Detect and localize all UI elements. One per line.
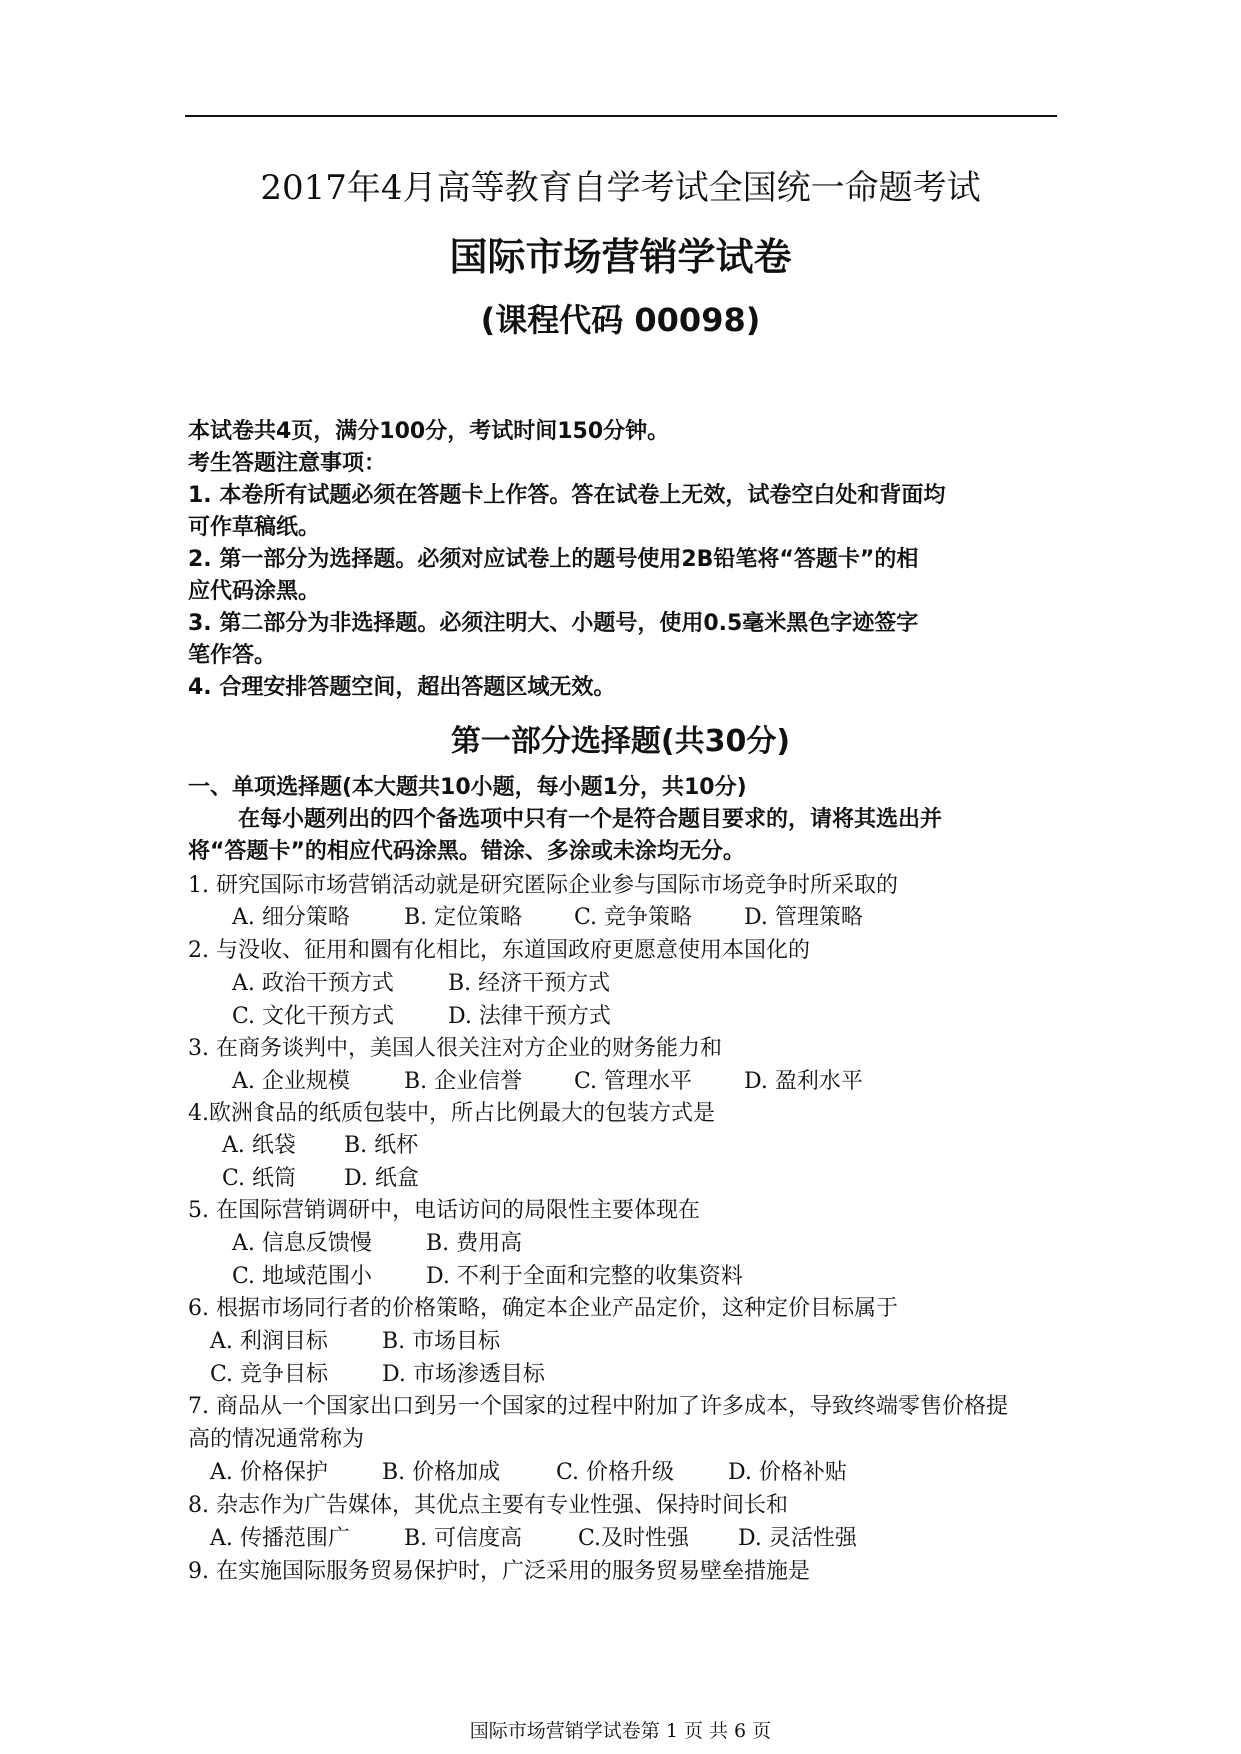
option-c: C. 地域范围小 bbox=[232, 1264, 373, 1289]
option-c: C. 文化干预方式 bbox=[232, 1004, 395, 1029]
option-d: D. 法律干预方式 bbox=[448, 1004, 611, 1029]
option-b: B. 定位策略 bbox=[404, 905, 523, 930]
option-b: B. 经济干预方式 bbox=[448, 971, 611, 996]
section-instruction-line-2: 将“答题卡”的相应代码涂黑。错涂、多涂或未涂均无分。 bbox=[188, 839, 745, 864]
option-a: A. 利润目标 bbox=[210, 1329, 328, 1354]
option-a: A. 企业规模 bbox=[232, 1069, 350, 1094]
option-d: D. 灵活性强 bbox=[738, 1526, 857, 1551]
note-1-line-2: 可作草稿纸。 bbox=[188, 515, 321, 540]
note-2-line-1: 2. 第一部分为选择题。必须对应试卷上的题号使用2B铅笔将“答题卡”的相 bbox=[188, 547, 919, 572]
header-rule bbox=[185, 115, 1057, 117]
option-d: D. 不利于全面和完整的收集资料 bbox=[426, 1264, 743, 1289]
option-a: A. 价格保护 bbox=[210, 1460, 328, 1485]
option-d: D. 管理策略 bbox=[744, 905, 863, 930]
notice-title: 考生答题注意事项： bbox=[188, 451, 387, 476]
option-d: D. 盈利水平 bbox=[744, 1069, 863, 1094]
option-b: B. 费用高 bbox=[426, 1231, 523, 1256]
note-3-line-1: 3. 第二部分为非选择题。必须注明大、小题号，使用0.5毫米黑色字迹签字 bbox=[188, 611, 919, 636]
page-footer: 国际市场营销学试卷第 1 页 共 6 页 bbox=[469, 1720, 772, 1742]
option-a: A. 政治干预方式 bbox=[232, 971, 394, 996]
part1-title: 第一部分选择题(共30分) bbox=[450, 724, 791, 759]
note-1-line-1: 1. 本卷所有试题必须在答题卡上作答。答在试卷上无效，试卷空白处和背面均 bbox=[188, 483, 946, 508]
exam-title: 2017年4月高等教育自学考试全国统一命题考试 bbox=[260, 168, 981, 208]
option-a: A. 传播范围广 bbox=[210, 1526, 350, 1551]
section-instruction-line-1: 在每小题列出的四个备选项中只有一个是符合题目要求的，请将其选出并 bbox=[238, 807, 943, 832]
note-3-line-2: 笔作答。 bbox=[188, 643, 277, 668]
option-d: D. 价格补贴 bbox=[728, 1460, 847, 1485]
option-c: C. 竞争目标 bbox=[210, 1362, 329, 1387]
question-stem: 8. 杂志作为广告媒体，其优点主要有专业性强、保持时间长和 bbox=[188, 1493, 788, 1518]
option-b: B. 纸杯 bbox=[344, 1133, 419, 1158]
section-title: 一、单项选择题(本大题共10小题，每小题1分，共10分) bbox=[188, 775, 747, 800]
option-a: A. 信息反馈慢 bbox=[232, 1231, 372, 1256]
option-c: C. 价格升级 bbox=[556, 1460, 675, 1485]
option-b: B. 企业信誉 bbox=[404, 1069, 523, 1094]
note-4: 4. 合理安排答题空间，超出答题区域无效。 bbox=[188, 675, 616, 700]
option-b: B. 市场目标 bbox=[382, 1329, 501, 1354]
question-stem-line-2: 高的情况通常称为 bbox=[188, 1427, 365, 1452]
question-stem: 2. 与没收、征用和圜有化相比，东道国政府更愿意使用本国化的 bbox=[188, 938, 810, 963]
option-c: C. 纸筒 bbox=[222, 1166, 297, 1191]
option-c: C. 竞争策略 bbox=[574, 905, 693, 930]
option-c: C. 管理水平 bbox=[574, 1069, 693, 1094]
option-b: B. 价格加成 bbox=[382, 1460, 501, 1485]
option-c: C.及时性强 bbox=[578, 1526, 690, 1551]
option-a: A. 细分策略 bbox=[232, 905, 350, 930]
question-stem: 4.欧洲食品的纸质包装中，所占比例最大的包装方式是 bbox=[188, 1101, 715, 1126]
question-stem: 6. 根据市场同行者的价格策略，确定本企业产品定价，这种定价目标属于 bbox=[188, 1296, 898, 1321]
question-stem: 1. 研究国际市场营销活动就是研究匿际企业参与国际市场竞争时所采取的 bbox=[188, 873, 898, 898]
question-stem-line-1: 7. 商品从一个国家出口到另一个国家的过程中附加了许多成本，导致终端零售价格提 bbox=[188, 1394, 1008, 1419]
option-a: A. 纸袋 bbox=[222, 1133, 296, 1158]
question-stem: 3. 在商务谈判中，美国人很关注对方企业的财务能力和 bbox=[188, 1036, 722, 1061]
option-d: D. 市场渗透目标 bbox=[382, 1362, 545, 1387]
paper-info: 本试卷共4页，满分100分，考试时间150分钟。 bbox=[188, 419, 670, 444]
question-stem: 5. 在国际营销调研中，电话访问的局限性主要体现在 bbox=[188, 1198, 700, 1223]
option-d: D. 纸盒 bbox=[344, 1166, 419, 1191]
question-stem: 9. 在实施国际服务贸易保护时，广泛采用的服务贸易壁垒措施是 bbox=[188, 1559, 810, 1584]
course-code: (课程代码 00098) bbox=[480, 301, 761, 339]
option-b: B. 可信度高 bbox=[404, 1526, 523, 1551]
note-2-line-2: 应代码涂黑。 bbox=[188, 579, 321, 604]
paper-title: 国际市场营销学试卷 bbox=[449, 235, 792, 279]
